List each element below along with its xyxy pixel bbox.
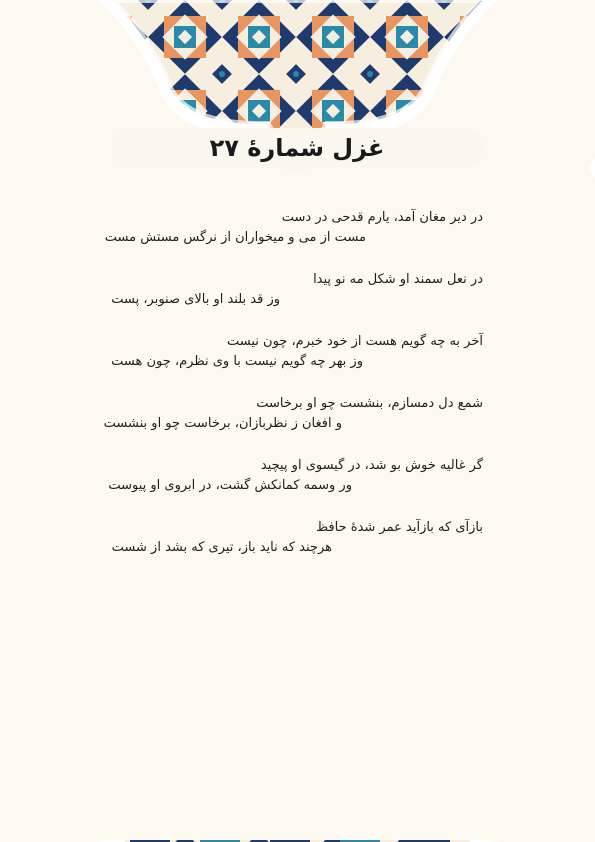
couplet-4 [103,394,483,434]
verse-second: مست از می و میخواران از نرگس مستش مست [104,230,366,245]
verse-second: وز بهر چه گویم نیست با وی نظرم، چون هست [111,354,363,369]
verse-first: آخر به چه گویم هست از خود خبرم، چون نیست [226,334,483,349]
verse-first: بازآی که بازآید عمر شدهٔ حافظ [316,520,483,535]
verse-second: هرچند که ناید باز، تیری که بشد از شست [111,540,332,555]
poem-body [103,208,483,580]
side-tab-decoration [583,158,595,178]
verse-second: ور وسمه کمانکش گشت، در ابروی او پیوست [108,478,352,493]
verse-first: گر غالیه خوش بو شد، در گیسوی او پیچید [260,458,483,473]
title-band [112,128,482,168]
couplet-2 [112,270,483,310]
couplet-5 [108,456,483,496]
couplet-1 [104,208,483,248]
ornament-header [0,0,595,200]
verse-first: شمع دل دمسازم، بنشست چو او برخاست [256,396,483,411]
couplet-6 [112,518,483,558]
verse-first: در دیر مغان آمد، یارم قدحی در دست [281,210,483,225]
ornament-footer [0,832,595,842]
verse-first: در نعل سمند او شکل مه نو پیدا [313,272,483,287]
verse-second: و افغان ز نظربازان، برخاست چو او بنشست [103,416,342,431]
couplet-3 [112,332,483,372]
verse-second: وز قد بلند او بالای صنوبر، پست [111,292,280,307]
poem-title: غزل شمارهٔ ۲۷ [209,134,385,162]
